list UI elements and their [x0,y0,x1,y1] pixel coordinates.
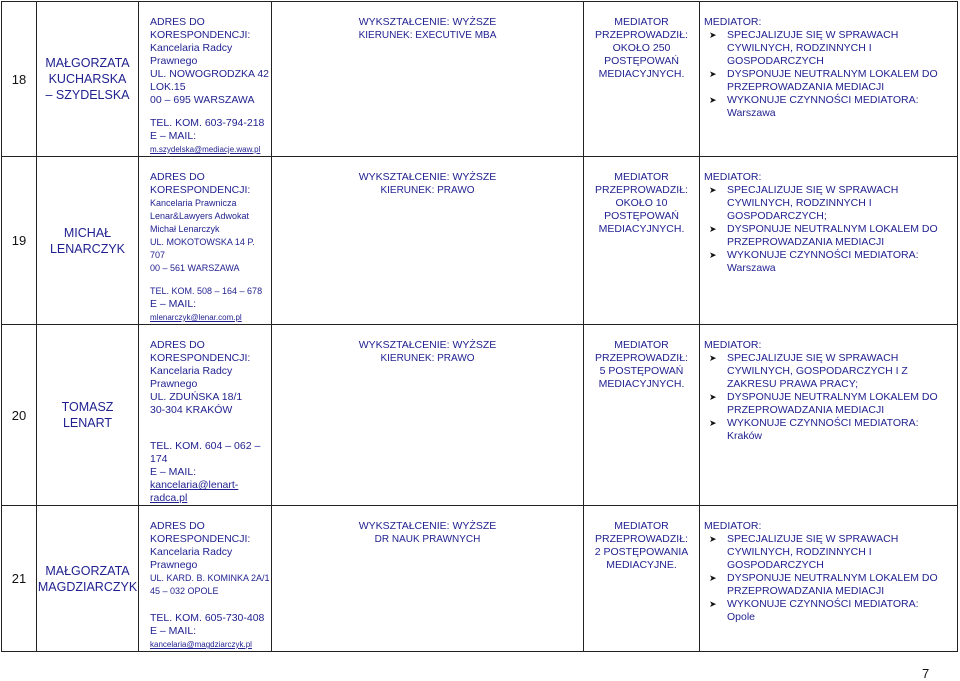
contact-address [139,2,272,157]
city: Warszawa [727,107,776,119]
address-label: KORESPONDENCJI: [150,29,251,41]
list-item: ➤ DYSPONUJE NEUTRALNYM LOKALEM DO PRZEPROWADZANIA MEDIACJI [709,391,938,416]
list-item: ➤ DYSPONUJE NEUTRALNYM LOKALEM DO PRZEPROWADZANIA MEDIACJI [709,68,938,93]
experience-line: PRZEPROWADZIŁ: [595,533,688,545]
experience [584,2,700,157]
arrowhead-bullet-icon: ➤ [709,573,717,583]
email-label: E – MAIL: [150,625,197,637]
contact-address [139,157,272,325]
specialization-label: MEDIATOR: [704,171,762,183]
arrowhead-bullet-icon: ➤ [709,392,717,402]
list-item: ➤ SPECJALIZUJE SIĘ W SPRAWACH CYWILNYCH, RODZINNYCH I GOSPODARCZYCH; [709,184,899,222]
education [272,325,584,506]
experience-line: 2 POSTĘPOWANIA [594,546,689,558]
page-number: 7 [922,666,930,681]
email-link[interactable]: m.szydelska@mediacje.waw.pl [150,145,261,154]
address-label: KORESPONDENCJI: [150,533,251,545]
mediator-name [37,2,139,157]
phone-number: TEL. KOM. 605-730-408 [150,612,265,624]
list-item: ➤ WYKONUJE CZYNNOŚCI MEDIATORA: [709,249,919,261]
arrowhead-bullet-icon: ➤ [709,599,717,609]
list-item: ➤ DYSPONUJE NEUTRALNYM LOKALEM DO PRZEPROWADZANIA MEDIACJI [709,223,938,248]
address-line: Prawnego [150,378,198,390]
email-link[interactable]: mlenarczyk@lenar.com.pl [150,313,242,322]
table-row [2,2,958,157]
list-item: ➤ WYKONUJE CZYNNOŚCI MEDIATORA: [709,94,919,106]
address-line: UL. MOKOTOWSKA 14 P. 707 [150,237,255,260]
name-line: TOMASZ [61,400,114,414]
specialization [700,325,958,506]
experience-line: PRZEPROWADZIŁ: [595,29,688,41]
table-row [2,325,958,506]
address-line: UL. ZDUŃSKA 18/1 [150,391,243,403]
entry-number: 21 [2,506,37,652]
specialization-label: MEDIATOR: [704,16,762,28]
address-line: Prawnego [150,559,198,571]
address-line: LOK.15 [150,81,186,93]
experience-line: POSTĘPOWAŃ [604,210,679,222]
address-line: 00 – 561 WARSZAWA [150,263,240,273]
mediator-name [37,325,139,506]
list-item: ➤ WYKONUJE CZYNNOŚCI MEDIATORA: [709,598,919,610]
address-label: ADRES DO [150,171,205,183]
name-line: KUCHARSKA [48,72,127,86]
table-row [2,506,958,652]
address-line: UL. NOWOGRODZKA 42 [150,68,270,80]
list-item: ➤ SPECJALIZUJE SIĘ W SPRAWACH CYWILNYCH, RODZINNYCH I GOSPODARCZYCH [709,29,899,67]
experience-line: MEDIACYJNYCH. [598,223,685,235]
education-level: WYKSZTAŁCENIE: WYŻSZE [358,339,497,351]
address-label: ADRES DO [150,520,205,532]
experience-line: POSTĘPOWAŃ [604,55,679,67]
entry-number: 20 [2,325,37,506]
experience [584,157,700,325]
education-field: KIERUNEK: PRAWO [380,353,475,364]
address-line: 45 – 032 OPOLE [150,586,219,596]
experience-line: OKOŁO 10 [615,197,668,209]
education-level: WYKSZTAŁCENIE: WYŻSZE [358,171,497,183]
education-field: KIERUNEK: EXECUTIVE MBA [358,30,497,41]
entry-number: 19 [2,157,37,325]
experience-line: MEDIACYJNYCH. [598,378,685,390]
address-line: Kancelaria Radcy [150,546,233,558]
address-line: 30-304 KRAKÓW [150,404,233,416]
address-label: ADRES DO [150,339,205,351]
contact-address [139,325,272,506]
specialization [700,157,958,325]
experience-line: 5 POSTĘPOWAŃ [599,365,684,377]
address-label: KORESPONDENCJI: [150,184,251,196]
experience-line: PRZEPROWADZIŁ: [595,184,688,196]
education-level: WYKSZTAŁCENIE: WYŻSZE [358,16,497,28]
arrowhead-bullet-icon: ➤ [709,95,717,105]
name-line: MAŁGORZATA [45,56,130,70]
experience-line: MEDIATOR [614,339,669,351]
specialization-label: MEDIATOR: [704,520,762,532]
education [272,506,584,652]
email-label: E – MAIL: [150,466,197,478]
email-label: E – MAIL: [150,130,197,142]
arrowhead-bullet-icon: ➤ [709,418,717,428]
list-item: ➤ WYKONUJE CZYNNOŚCI MEDIATORA: [709,417,919,429]
experience [584,325,700,506]
mediator-name [37,506,139,652]
experience-line: MEDIATOR [614,520,669,532]
phone-number: TEL. KOM. 604 – 062 – 174 [150,440,261,465]
phone-number: TEL. KOM. 508 – 164 – 678 [150,286,263,296]
experience [584,506,700,652]
address-line: 00 – 695 WARSZAWA [150,94,255,106]
name-line: MICHAŁ [63,225,112,240]
arrowhead-bullet-icon: ➤ [709,534,717,544]
phone-number: TEL. KOM. 603-794-218 [150,117,265,129]
address-line: Lenar&Lawyers Adwokat [150,211,250,221]
list-item: ➤ SPECJALIZUJE SIĘ W SPRAWACH CYWILNYCH, RODZINNYCH I GOSPODARCZYCH [709,533,899,571]
address-line: Kancelaria Prawnicza [150,198,237,208]
address-line: Kancelaria Radcy [150,365,233,377]
arrowhead-bullet-icon: ➤ [709,69,717,79]
address-line: Prawnego [150,55,198,67]
education-level: WYKSZTAŁCENIE: WYŻSZE [358,520,497,532]
name-line: LENARCZYK [49,241,126,256]
education-field: KIERUNEK: PRAWO [380,185,475,196]
city: Opole [727,611,756,623]
experience-line: MEDIACYJNE. [606,559,677,571]
arrowhead-bullet-icon: ➤ [709,185,717,195]
specialization [700,506,958,652]
experience-line: MEDIATOR [614,171,669,183]
contact-address [139,506,272,652]
education [272,157,584,325]
name-line: MAGDZIARCZYK [37,579,138,594]
experience-line: MEDIATOR [614,16,669,28]
education-field: DR NAUK PRAWNYCH [374,534,481,545]
address-label: KORESPONDENCJI: [150,352,251,364]
city: Kraków [727,430,763,442]
experience-line: PRZEPROWADZIŁ: [595,352,688,364]
name-line: LENART [62,416,113,430]
arrowhead-bullet-icon: ➤ [709,30,717,40]
email-label: E – MAIL: [150,298,197,310]
mediator-name [37,157,139,325]
list-item: ➤ SPECJALIZUJE SIĘ W SPRAWACH CYWILNYCH, GOSPODARCZYCH I Z ZAKRESU PRAWA PRACY; [709,352,908,390]
mediators-table [1,1,958,652]
arrowhead-bullet-icon: ➤ [709,353,717,363]
entry-number: 18 [2,2,37,157]
experience-line: OKOŁO 250 [612,42,671,54]
name-line: MAŁGORZATA [45,563,130,578]
name-line: – SZYDELSKA [45,88,130,102]
table-row [2,157,958,325]
specialization [700,2,958,157]
email-link[interactable]: kancelaria@lenart-radca.pl [150,479,239,504]
list-item: ➤ DYSPONUJE NEUTRALNYM LOKALEM DO PRZEPROWADZANIA MEDIACJI [709,572,938,597]
address-line: Kancelaria Radcy [150,42,233,54]
address-label: ADRES DO [150,16,205,28]
specialization-label: MEDIATOR: [704,339,762,351]
address-line: UL. KARD. B. KOMINKA 2A/1 [150,573,270,583]
arrowhead-bullet-icon: ➤ [709,250,717,260]
experience-line: MEDIACYJNYCH. [598,68,685,80]
education [272,2,584,157]
arrowhead-bullet-icon: ➤ [709,224,717,234]
email-link[interactable]: kancelaria@magdziarczyk.pl [150,640,252,649]
address-line: Michał Lenarczyk [150,224,220,234]
city: Warszawa [727,262,776,274]
